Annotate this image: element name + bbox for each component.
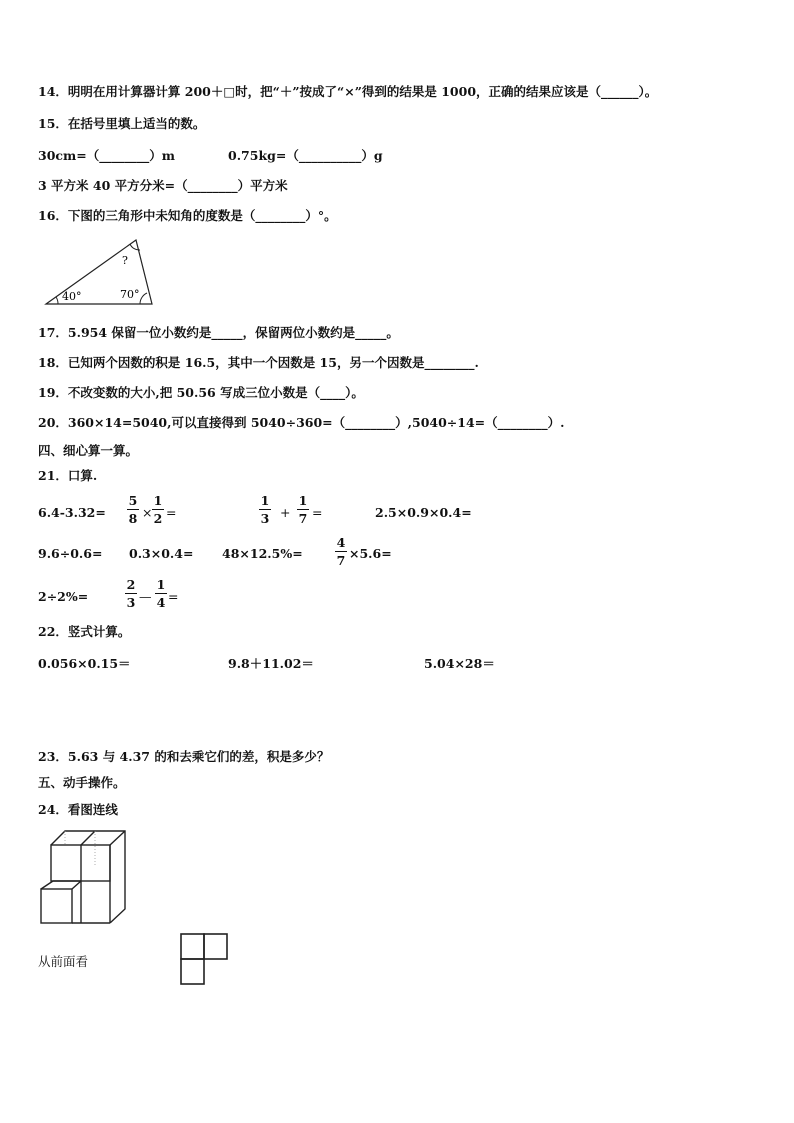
vertical-calc-2: 9.8＋11.02＝ — [228, 656, 314, 671]
fraction-1-3: 1 3 — [260, 493, 270, 526]
triangle-figure — [44, 236, 156, 308]
angle-left-label: 40° — [62, 290, 82, 303]
times-sign: × — [142, 505, 153, 520]
equals-sign: = — [166, 505, 177, 520]
question-16: 16．下图的三角形中未知角的度数是（________）°。 — [38, 208, 337, 223]
section-4-heading: 四、细心算一算。 — [38, 443, 139, 458]
fraction-1-7: 1 7 — [298, 493, 308, 526]
question-19: 19．不改变数的大小,把 50.56 写成三位小数是（____）。 — [38, 385, 364, 400]
fraction-1-4: 1 4 — [156, 577, 166, 610]
plus-sign: + — [280, 505, 291, 520]
oral-r3c1: 2÷2%= — [38, 589, 89, 604]
question-22: 22．竖式计算。 — [38, 624, 131, 639]
unknown-angle-label: ? — [122, 254, 128, 267]
question-15-b: 0.75kg=（__________）g — [228, 148, 383, 163]
oral-r1c1: 6.4-3.32= — [38, 505, 106, 520]
question-14: 14．明明在用计算器计算 200＋□时，把“＋”按成了“×”得到的结果是 1000，正确的结果应该是（______）。 — [38, 84, 658, 99]
vertical-calc-1: 0.056×0.15＝ — [38, 656, 131, 671]
equals-sign: = — [168, 589, 179, 604]
angle-right-label: 70° — [120, 288, 140, 301]
question-18: 18．已知两个因数的积是 16.5，其中一个因数是 15，另一个因数是________. — [38, 355, 479, 370]
oral-r2c4-tail: ×5.6= — [349, 546, 392, 561]
question-23: 23．5.63 与 4.37 的和去乘它们的差，积是多少？ — [38, 749, 330, 764]
oral-r1c4: 2.5×0.9×0.4= — [375, 505, 472, 520]
oral-r2c3: 48×12.5%= — [222, 546, 303, 561]
section-5-heading: 五、动手操作。 — [38, 775, 126, 790]
fraction-2-3: 2 3 — [126, 577, 136, 610]
fraction-1-2: 1 2 — [153, 493, 163, 526]
question-15-a: 30cm=（________）m — [38, 148, 175, 163]
fraction-4-7: 4 7 — [336, 535, 346, 568]
question-21: 21．口算. — [38, 468, 98, 483]
front-view-grid — [179, 932, 231, 988]
minus-sign: — — [139, 589, 152, 604]
cube-figure — [38, 825, 130, 925]
question-15-c: 3 平方米 40 平方分米=（________）平方米 — [38, 178, 288, 193]
fraction-5-8: 5 8 — [128, 493, 138, 526]
vertical-calc-3: 5.04×28＝ — [424, 656, 495, 671]
question-24: 24．看图连线 — [38, 802, 118, 817]
question-17: 17．5.954 保留一位小数约是_____，保留两位小数约是_____。 — [38, 325, 399, 340]
view-label: 从前面看 — [38, 954, 89, 969]
oral-r2c1: 9.6÷0.6= — [38, 546, 103, 561]
equals-sign: = — [312, 505, 323, 520]
question-20: 20．360×14=5040,可以直接得到 5040÷360=（________）,5040÷14=（________）. — [38, 415, 565, 430]
question-15: 15．在括号里填上适当的数。 — [38, 116, 206, 131]
oral-r2c2: 0.3×0.4= — [129, 546, 194, 561]
